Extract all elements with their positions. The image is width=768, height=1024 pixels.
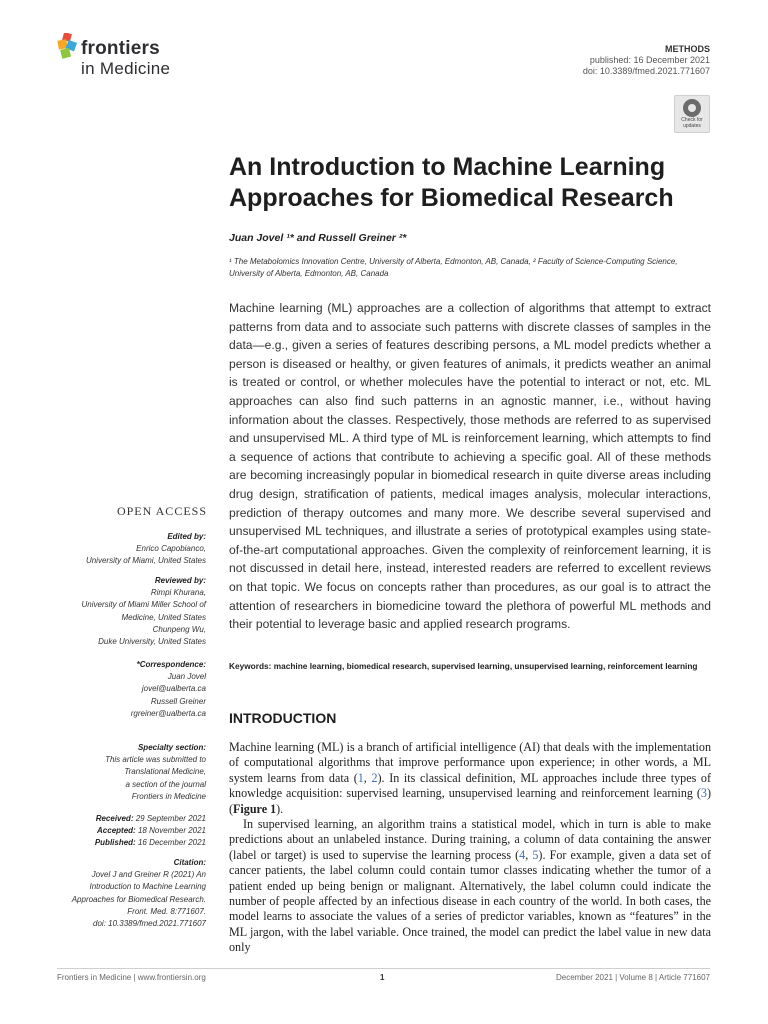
figure-link[interactable]: Figure 1 xyxy=(233,801,277,816)
citation-line: Front. Med. 8:771607. xyxy=(127,906,206,916)
check-updates-icon xyxy=(683,99,701,117)
published-date: published: 16 December 2021 xyxy=(589,55,710,65)
paragraph: In supervised learning, an algorithm trains a statistical model, which in turn is able to make predictions about an unlabeled instance. During training, a column of data containing the answer (label or target) is used to supervise the learning process (4, 5). For example, given a data set of cancer patients, the label column could contain tumor classes indicating whether the tumor of a patient ended up being benign or malignant. Alternatively, the label column could indicate the number of people affected by an infectious disease in each country of the world. In both cases, the model learns to associate the values of a series of predictor variables, known as “features” in the ML jargon, with the label variable. Once trained, the model can predict the label value in new data only xyxy=(229,817,711,955)
reviewer-line[interactable]: Rimpi Khurana, xyxy=(150,588,206,598)
frontiers-logo-icon xyxy=(57,33,79,59)
correspondence-line: Juan Jovel xyxy=(167,672,206,682)
keywords-text: machine learning, biomedical research, supervised learning, unsupervised learning, reinforcement learning xyxy=(273,661,698,671)
citation-line: Jovel J and Greiner R (2021) An xyxy=(91,870,206,880)
article-title: An Introduction to Machine Learning Approaches for Biomedical Research xyxy=(229,153,674,212)
introduction-body xyxy=(229,740,711,956)
specialty-line: Translational Medicine, xyxy=(124,767,206,777)
check-for-updates-button[interactable] xyxy=(674,95,710,133)
affiliations: ¹ The Metabolomics Innovation Centre, University of Alberta, Edmonton, AB, Canada, ² Faculty of Science-Computing Science, University of Alberta, Edmonton, AB, Canada xyxy=(229,257,678,278)
citation-section xyxy=(72,857,206,930)
editor-line[interactable]: Enrico Capobianco, xyxy=(136,544,206,554)
specialty-section xyxy=(105,742,206,803)
specialty-line: a section of the journal xyxy=(125,779,206,789)
check-updates-label: Check for updates xyxy=(681,117,703,129)
accepted-date: Accepted: 18 November 2021 xyxy=(97,826,206,836)
citation-doi[interactable]: doi: 10.3389/fmed.2021.771607 xyxy=(93,919,206,929)
citation-link[interactable]: 2 xyxy=(371,770,378,785)
citation-link[interactable]: 1 xyxy=(357,770,364,785)
correspondence-head: *Correspondence: xyxy=(136,660,206,669)
abstract: Machine learning (ML) approaches are a collection of algorithms that attempt to extract patterns from data and to associate such patterns with discrete classes of samples in the data—e.g., given a series of features describing persons, a ML model predicts whether a person is diseased or healthy, or given features of animals, it predicts weather an animal is treated or control, or whether molecules have the potential to interact or not, etc. ML approaches can also find such patterns in an agnostic manner, i.e., without having information about the classes. Respectively, those methods are referred to as supervised and unsupervised ML. A third type of ML is reinforcement learning, which attempts to find a sequence of actions that contribute to achieving a specific goal. All of these methods are becoming increasingly popular in biomedical research in quite diverse areas including drug design, stratification of patients, medical images analysis, molecular interactions, prediction of therapy outcomes and many more. We describe several supervised and unsupervised ML techniques, and illustrate a series of prototypical examples using state-of-the-art computational approaches. Given the complexity of reinforcement learning, it is not discussed in detail here, instead, interested readers are referred to excellent reviews on that topic. We focus on concepts rather than procedures, as our goal is to attract the attention of researchers in biomedicine toward the plethora of powerful ML methods and their potential to leverage basic and applied research programs. xyxy=(229,301,711,632)
citation-head: Citation: xyxy=(173,858,206,867)
received-date: Received: 29 September 2021 xyxy=(95,814,206,823)
keywords-label: Keywords: xyxy=(229,661,272,671)
reviewed-by-head: Reviewed by: xyxy=(154,576,206,585)
keywords xyxy=(229,660,711,672)
citation-line: Approaches for Biomedical Research. xyxy=(71,894,206,904)
correspondence-email[interactable]: rgreiner@ualberta.ca xyxy=(130,708,206,718)
editor-line: University of Miami, United States xyxy=(85,556,206,566)
journal-logo[interactable] xyxy=(57,33,197,81)
reviewer-line: Duke University, United States xyxy=(98,637,206,647)
specialty-line: Frontiers in Medicine xyxy=(131,791,206,801)
citation-line: Introduction to Machine Learning xyxy=(89,882,206,892)
edited-by-section xyxy=(86,531,206,568)
citation-link[interactable]: 5 xyxy=(532,847,539,862)
specialty-line: This article was submitted to xyxy=(105,755,206,765)
paragraph: Machine learning (ML) is a branch of artificial intelligence (AI) that deals with the implementation of computational algorithms that improve performance upon experience; in other words, a ML system learns from data (1, 2). In its classical definition, ML approaches include three types of knowledge acquisition: supervised learning, unsupervised learning and reinforcement learning (3) (Figure 1). xyxy=(229,740,712,816)
correspondence-line: Russell Greiner xyxy=(150,696,206,706)
article-type: METHODS xyxy=(665,44,710,54)
open-access-label: OPEN ACCESS xyxy=(116,504,207,518)
footer-divider xyxy=(57,968,710,969)
article-header-meta xyxy=(583,44,710,77)
reviewer-line[interactable]: Chunpeng Wu, xyxy=(152,624,206,634)
reviewer-line: Medicine, United States xyxy=(121,612,206,622)
footer-journal-link[interactable]: Frontiers in Medicine | www.frontiersin.org xyxy=(57,973,206,982)
citation-link[interactable]: 3 xyxy=(700,786,707,801)
logo-brand: frontiers xyxy=(81,38,160,59)
citation-link[interactable]: 4 xyxy=(519,847,526,862)
correspondence-email[interactable]: jovel@ualberta.ca xyxy=(141,684,206,694)
published-date-side: Published: 16 December 2021 xyxy=(94,838,206,848)
footer-issue: December 2021 | Volume 8 | Article 771607 xyxy=(555,973,710,982)
reviewer-line: University of Miami Miller School of xyxy=(81,600,206,610)
dates-section xyxy=(95,813,206,850)
specialty-head: Specialty section: xyxy=(137,743,206,752)
section-heading-introduction: INTRODUCTION xyxy=(229,710,337,726)
correspondence-section xyxy=(131,659,206,720)
logo-journal: in Medicine xyxy=(81,59,171,78)
doi-link[interactable]: doi: 10.3389/fmed.2021.771607 xyxy=(582,66,710,76)
authors[interactable]: Juan Jovel ¹* and Russell Greiner ²* xyxy=(229,232,407,244)
page-number: 1 xyxy=(380,973,385,982)
edited-by-head: Edited by: xyxy=(167,532,206,541)
reviewed-by-section xyxy=(82,575,206,648)
